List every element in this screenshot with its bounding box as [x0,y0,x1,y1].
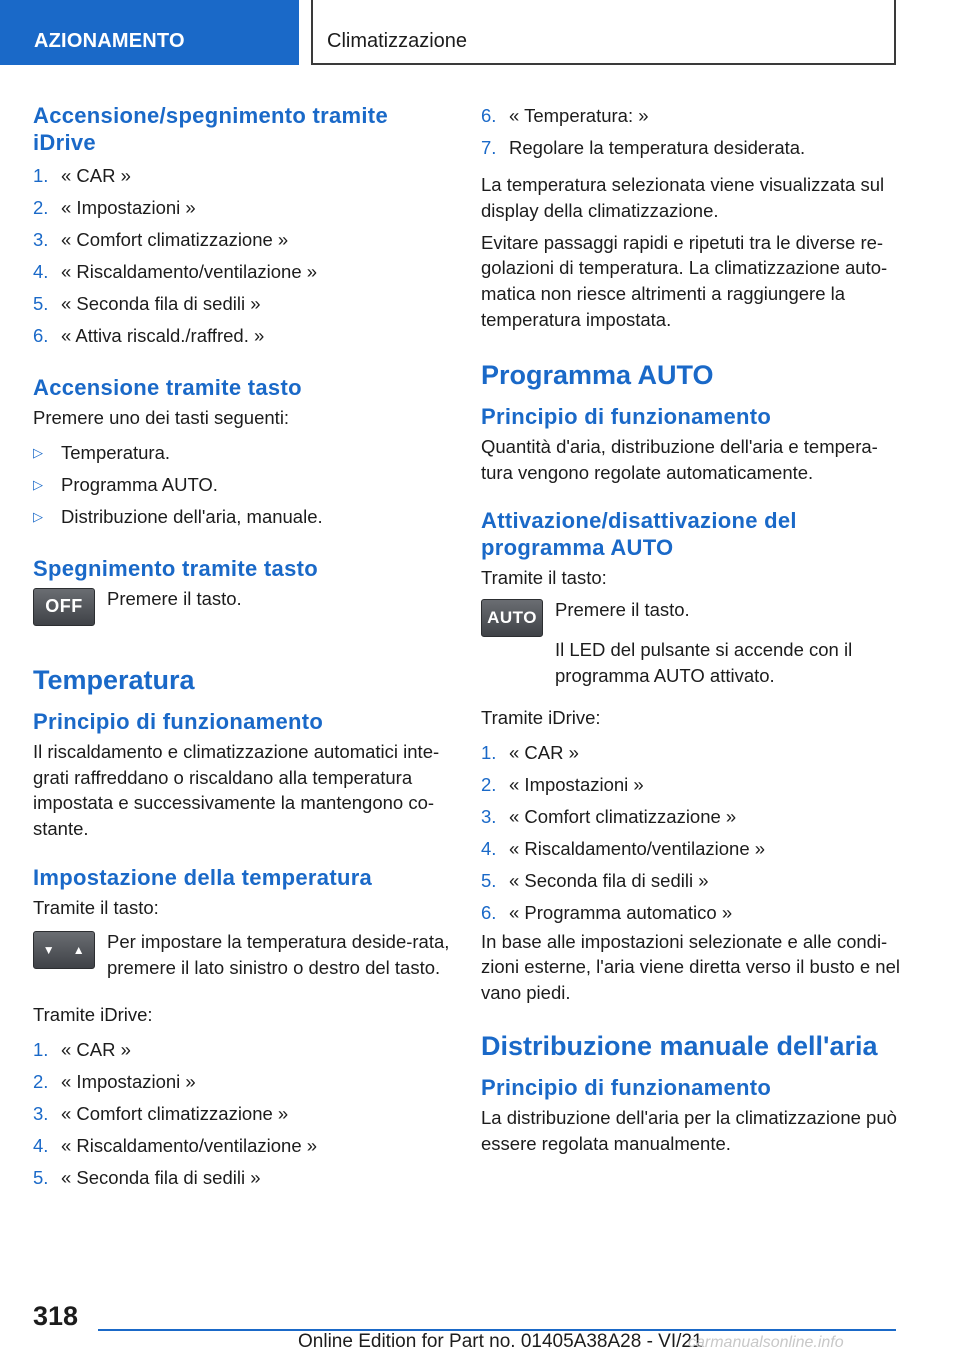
list-item: 4. « Riscaldamento/ventilazione » [33,261,318,282]
auto-button-text: Premere il tasto. [555,599,690,621]
triangle-bullet-icon: ▷ [33,508,43,524]
button-on-intro: Premere uno dei tasti seguenti: [33,407,290,428]
idrive-onoff-steps [33,160,453,352]
list-item: 5. « Seconda fila di sedili » [33,293,261,314]
list-item: 6. « Programma automatico » [481,901,733,923]
page-number: 318 [33,1301,79,1331]
list-item: ▷ Distribuzione dell'aria, manuale. [33,501,453,533]
off-button-icon: OFF [33,588,95,626]
list-item: 7. Regolare la temperatura desiderata. [481,137,806,158]
list-item: 1. « CAR » [33,1039,131,1061]
chapter-title: Climatizzazione [311,0,896,65]
triangle-bullet-icon: ▷ [33,444,43,460]
auto-button-row [481,597,901,637]
list-item: 1. « CAR » [33,165,131,186]
list-item: 3. « Comfort climatizzazione » [481,805,737,827]
list-item: 5. « Seconda fila di sedili » [33,1167,261,1189]
heading-temperature-principle: Principio di funzionamento [33,708,324,734]
temperature-via-idrive: Tramite iDrive: [33,1004,153,1026]
auto-via-idrive: Tramite iDrive: [481,706,601,728]
temperature-via-button: Tramite il tasto: [33,896,159,918]
heading-idrive-onoff: Accensione/spegnimento tramite iDrive [33,103,388,155]
list-item: 2. « Impostazioni » [33,1071,196,1093]
off-button-row [33,586,453,626]
auto-led-text: Il LED del pulsante si accende con il programma AUTO attivato. [555,639,853,686]
auto-button-icon: AUTO [481,599,543,637]
left-column [33,100,453,1202]
auto-principle-text: Quantità d'aria, distribuzione dell'aria e tempera-tura vengono regolate automaticamente. [481,435,878,483]
section-tab: AZIONAMENTO [0,0,299,65]
temp-button-row [33,929,453,985]
heading-button-on: Accensione tramite tasto [33,375,302,400]
arrow-down-icon: ▼ [42,942,56,957]
temperature-rocker-icon [33,931,95,969]
temperature-principle-text: Il riscaldamento e climatizzazione automatici inte-grati raffreddano o riscaldano alla temperatura impostata e successivamente la mantengono co-stante. [33,740,440,840]
list-item: ▷ Programma AUTO. [33,469,453,501]
temperature-steps-continued [481,100,901,164]
list-item: 5. « Seconda fila di sedili » [481,869,709,891]
heading-auto-program: Programma AUTO [481,359,714,390]
heading-temperature: Temperatura [33,664,195,695]
heading-temperature-setting: Impostazione della temperatura [33,864,373,890]
button-on-list [33,437,453,533]
list-item: 2. « Impostazioni » [481,773,644,795]
heading-manual-distribution: Distribuzione manuale dell'aria [481,1030,878,1061]
triangle-bullet-icon: ▷ [33,476,43,492]
list-item: ▷ Temperatura. [33,437,453,469]
list-item: 4. « Riscaldamento/ventilazione » [481,837,766,859]
footer-edition: Online Edition for Part no. 01405A38A28 - VI/21 [298,1331,703,1352]
list-item: 2. « Impostazioni » [33,197,196,218]
temperature-button-text: Per impostare la temperatura deside-rata, premere il lato sinistro o destro del tasto. [107,930,450,978]
right-column [481,100,901,1163]
off-button-text: Premere il tasto. [107,587,242,609]
temperature-warning-note: Evitare passaggi rapidi e ripetuti tra le diverse re-golazioni di temperatura. La climatizzazione auto-matica non riesce altrimenti a raggiungere la temperatura impostata. [481,231,888,330]
auto-via-button: Tramite il tasto: [481,567,607,589]
heading-auto-principle: Principio di funzionamento [481,403,772,429]
arrow-up-icon: ▲ [72,942,86,957]
list-item: 3. « Comfort climatizzazione » [33,1103,289,1125]
list-item: 1. « CAR » [481,741,579,763]
watermark: carmanualsonline.info [688,1334,844,1351]
auto-after-text: In base alle impostazioni selezionate e alle condi-zioni esterne, l'aria viene diretta verso il busto e nel vano piedi. [481,930,900,1004]
temperature-display-note: La temperatura selezionata viene visualizzata sul display della climatizzazione. [481,174,885,221]
heading-auto-toggle: Attivazione/disattivazione del programma AUTO [481,508,797,561]
heading-manual-principle: Principio di funzionamento [481,1074,772,1100]
auto-idrive-steps [481,737,901,929]
heading-button-off: Spegnimento tramite tasto [33,555,318,581]
manual-principle-text: La distribuzione dell'aria per la climatizzazione può essere regolata manualmente. [481,1106,897,1154]
list-item: 4. « Riscaldamento/ventilazione » [33,1135,318,1157]
list-item: 6. « Attiva riscald./raffred. » [33,325,265,346]
temperature-steps [33,1034,453,1194]
list-item: 6. « Temperatura: » [481,105,649,126]
list-item: 3. « Comfort climatizzazione » [33,229,289,250]
